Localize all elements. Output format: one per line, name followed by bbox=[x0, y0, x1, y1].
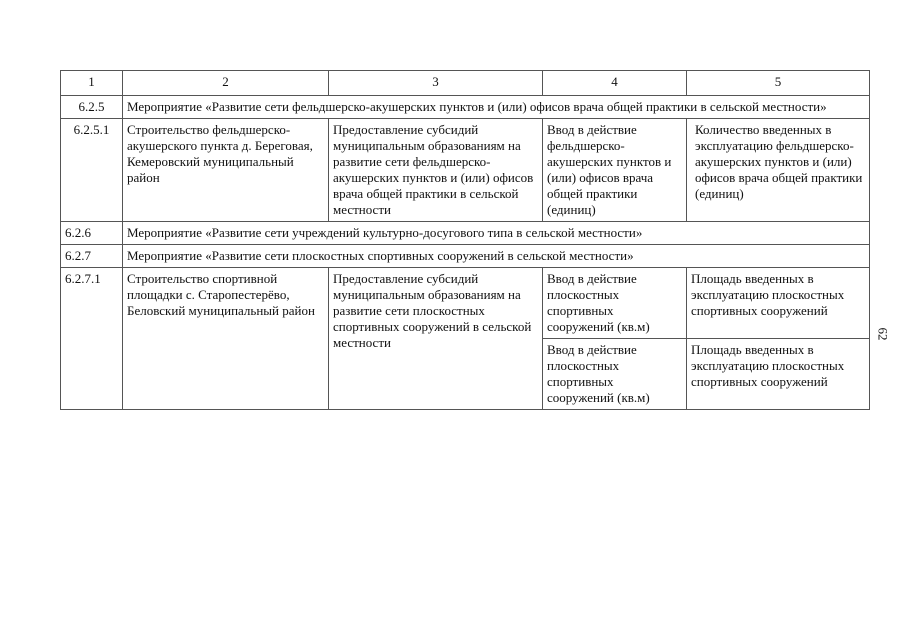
row-number: 6.2.7.1 bbox=[61, 268, 123, 410]
page-number: 62 bbox=[875, 327, 891, 341]
row-number: 6.2.6 bbox=[61, 222, 123, 245]
section-title: Мероприятие «Развитие сети учреждений культурно-досугового типа в сельской местности» bbox=[123, 222, 870, 245]
column-header: 5 bbox=[687, 71, 870, 96]
action-cell: Предоставление субсидий муниципальным образованиям на развитие сети фельдшерско-акушерских пунктов и (или) офисов врача общей практики в сельской местности bbox=[329, 119, 543, 222]
table-row bbox=[61, 119, 870, 222]
indicator-cell: Ввод в действие плоскостных спортивных сооружений (кв.м) bbox=[543, 268, 687, 339]
section-title: Мероприятие «Развитие сети фельдшерско-акушерских пунктов и (или) офисов врача общей практики в сельской местности» bbox=[123, 96, 870, 119]
result-cell: Площадь введенных в эксплуатацию плоскостных спортивных сооружений bbox=[687, 339, 870, 410]
table-row bbox=[61, 268, 870, 339]
result-cell: Площадь введенных в эксплуатацию плоскостных спортивных сооружений bbox=[687, 268, 870, 339]
table-row bbox=[61, 96, 870, 119]
action-cell: Предоставление субсидий муниципальным образованиям на развитие сети плоскостных спортивных сооружений в сельской местности bbox=[329, 268, 543, 410]
table-row bbox=[61, 222, 870, 245]
object-cell: Строительство фельдшерско-акушерского пункта д. Береговая, Кемеровский муниципальный район bbox=[123, 119, 329, 222]
indicator-cell: Ввод в действие плоскостных спортивных сооружений (кв.м) bbox=[543, 339, 687, 410]
column-header: 3 bbox=[329, 71, 543, 96]
column-header: 2 bbox=[123, 71, 329, 96]
table-header-row bbox=[61, 71, 870, 96]
row-number: 6.2.7 bbox=[61, 245, 123, 268]
object-cell: Строительство спортивной площадки с. Старопестерёво, Беловский муниципальный район bbox=[123, 268, 329, 410]
table-row bbox=[61, 245, 870, 268]
row-number: 6.2.5.1 bbox=[61, 119, 123, 222]
result-cell: Количество введенных в эксплуатацию фельдшерско-акушерских пунктов и (или) офисов врача общей практики (единиц) bbox=[687, 119, 870, 222]
indicator-cell: Ввод в действие фельдшерско-акушерских пунктов и (или) офисов врача общей практики (единиц) bbox=[543, 119, 687, 222]
program-table bbox=[60, 70, 870, 410]
row-number: 6.2.5 bbox=[61, 96, 123, 119]
column-header: 4 bbox=[543, 71, 687, 96]
section-title: Мероприятие «Развитие сети плоскостных спортивных сооружений в сельской местности» bbox=[123, 245, 870, 268]
column-header: 1 bbox=[61, 71, 123, 96]
